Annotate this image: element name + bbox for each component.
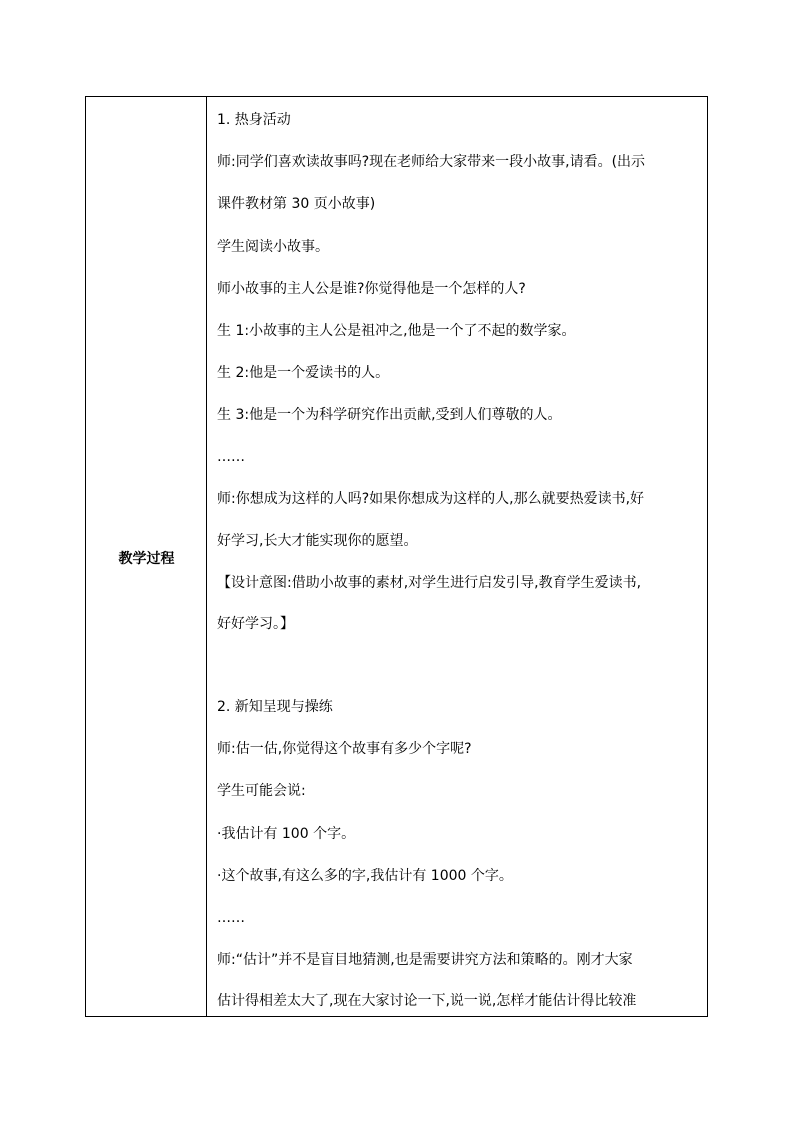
text-line: 生 1:小故事的主人公是祖冲之,他是一个了不起的数学家。 <box>217 323 576 339</box>
text-line: 课件教材第 30 页小故事) <box>217 196 376 212</box>
text-line: 生 3:他是一个为科学研究作出贡献,受到人们尊敬的人。 <box>217 407 562 423</box>
text-line: 师:同学们喜欢读故事吗?现在老师给大家带来一段小故事,请看。(出示 <box>217 154 646 170</box>
section-heading-new-knowledge: 2. 新知呈现与操练 <box>217 699 333 715</box>
text-line: 学生可能会说: <box>217 783 306 799</box>
design-intent-line: 【设计意图:借助小故事的素材,对学生进行启发引导,教育学生爱读书, <box>217 575 642 591</box>
text-line: 学生阅读小故事。 <box>217 239 329 255</box>
row-header-cell <box>86 97 207 1016</box>
section-heading-warmup: 1. 热身活动 <box>217 112 291 128</box>
design-intent-line: 好好学习。】 <box>217 616 294 632</box>
text-line: 生 2:他是一个爱读书的人。 <box>217 365 390 381</box>
row-label: 教学过程 <box>118 551 175 567</box>
text-line: ·我估计有 100 个字。 <box>217 826 356 842</box>
text-line: 师:“估计”并不是盲目地猜测,也是需要讲究方法和策略的。刚才大家 <box>217 952 633 968</box>
lesson-table <box>85 96 708 1017</box>
text-line: 估计得相差太大了,现在大家讨论一下,说一说,怎样才能估计得比较准 <box>217 993 637 1009</box>
ellipsis-line: …… <box>217 449 245 465</box>
text-line: 师小故事的主人公是谁?你觉得他是一个怎样的人? <box>217 281 526 297</box>
text-line: ·这个故事,有这么多的字,我估计有 1000 个字。 <box>217 868 513 884</box>
text-line: 师:你想成为这样的人吗?如果你想成为这样的人,那么就要热爱读书,好 <box>217 491 645 507</box>
text-line: 师:估一估,你觉得这个故事有多少个字呢? <box>217 741 472 757</box>
ellipsis-line: …… <box>217 910 245 926</box>
content-cell <box>207 97 707 1016</box>
text-line: 好学习,长大才能实现你的愿望。 <box>217 533 418 549</box>
